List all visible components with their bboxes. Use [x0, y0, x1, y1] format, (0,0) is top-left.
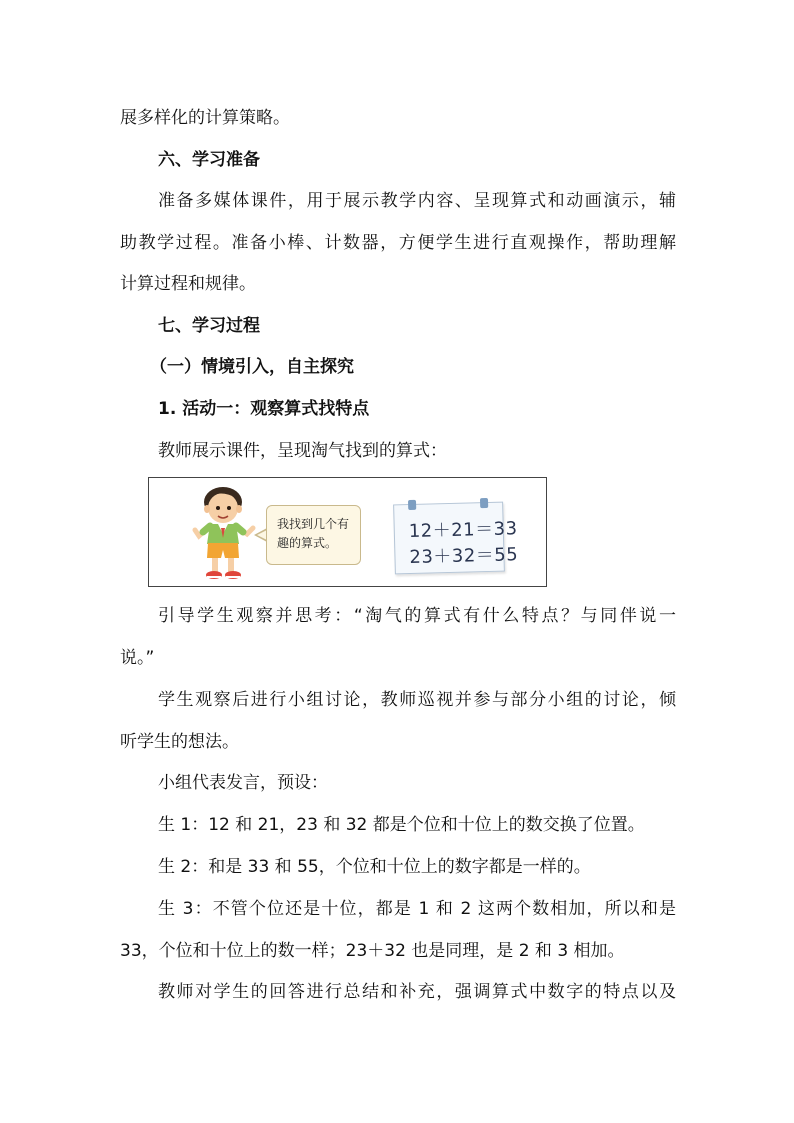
section-heading-7: 七、学习过程	[158, 316, 260, 336]
speech-bubble-line: 我找到几个有	[277, 517, 350, 531]
activity-heading: 1. 活动一：观察算式找特点	[158, 399, 370, 419]
paragraph-line: 说。”	[120, 648, 155, 668]
subsection-heading: （一）情境引入，自主探究	[150, 357, 354, 377]
speech-bubble	[266, 505, 361, 565]
paragraph-line: 展多样化的计算策略。	[120, 108, 290, 128]
student-response: 生 1：12 和 21，23 和 32 都是个位和十位上的数交换了位置。	[158, 815, 645, 835]
student-response: 生 3：不管个位还是十位，都是 1 和 2 这两个数相加，所以和是	[158, 899, 676, 919]
illustration-figure	[148, 477, 547, 587]
paragraph-line: 助教学过程。准备小棒、计数器，方便学生进行直观操作，帮助理解	[120, 233, 676, 253]
student-response: 生 2：和是 33 和 55，个位和十位上的数字都是一样的。	[158, 857, 591, 877]
paragraph-line: 小组代表发言，预设：	[158, 773, 328, 793]
equation-text: 12＋21＝33	[408, 518, 518, 543]
pin-icon	[408, 500, 416, 510]
equation-note-card	[393, 502, 519, 575]
paragraph-line: 教师对学生的回答进行总结和补充，强调算式中数字的特点以及	[158, 982, 676, 1002]
paragraph-line: 学生观察后进行小组讨论，教师巡视并参与部分小组的讨论，倾	[158, 690, 676, 710]
speech-bubble-line: 趣的算式。	[277, 536, 338, 550]
paragraph-line: 计算过程和规律。	[120, 274, 256, 294]
paragraph-line: 教师展示课件，呈现淘气找到的算式：	[158, 441, 447, 461]
student-response: 33，个位和十位上的数一样；23＋32 也是同理，是 2 和 3 相加。	[120, 941, 625, 961]
pin-icon	[480, 498, 488, 508]
equation-text: 23＋32＝55	[409, 544, 519, 569]
paragraph-line: 引导学生观察并思考：“淘气的算式有什么特点？与同伴说一	[158, 606, 676, 626]
paragraph-line: 听学生的想法。	[120, 732, 239, 752]
paragraph-line: 准备多媒体课件，用于展示教学内容、呈现算式和动画演示，辅	[158, 191, 676, 211]
section-heading-6: 六、学习准备	[158, 150, 260, 170]
